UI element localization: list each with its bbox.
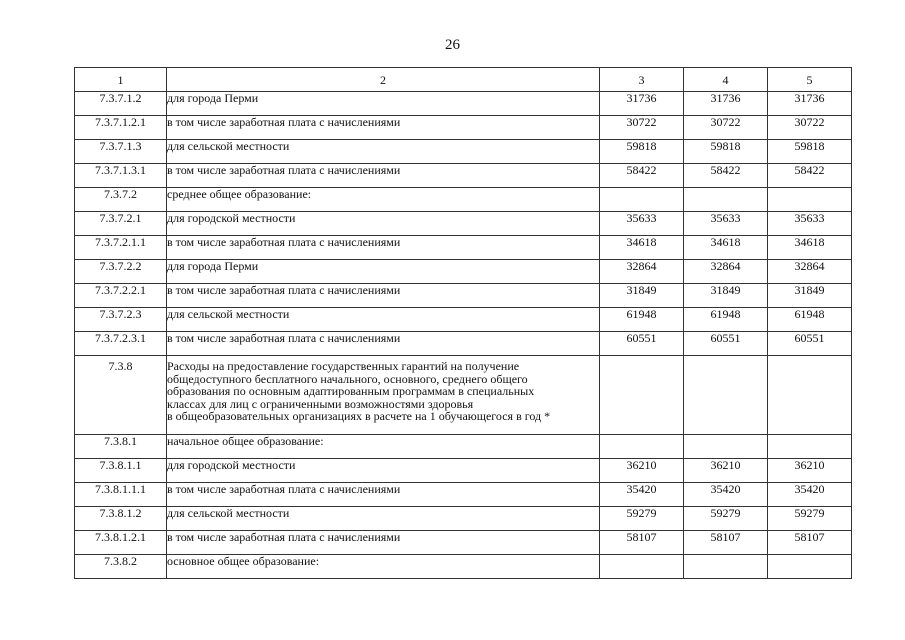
row-value-col3: 60551 <box>600 332 684 356</box>
row-value-col4: 30722 <box>684 116 768 140</box>
row-value-col3: 34618 <box>600 236 684 260</box>
table-row <box>75 92 852 116</box>
table-row <box>75 435 852 459</box>
row-value-col3 <box>600 356 684 435</box>
row-value-col4 <box>684 356 768 435</box>
row-code: 7.3.7.2.3 <box>75 308 167 332</box>
description-line: Расходы на предоставление государственных гарантий на получение <box>167 359 520 373</box>
row-value-col5: 32864 <box>768 260 852 284</box>
row-description: в том числе заработная плата с начислениями <box>167 116 600 140</box>
row-value-col5: 61948 <box>768 308 852 332</box>
table-row <box>75 116 852 140</box>
table-row <box>75 188 852 212</box>
row-value-col3: 31736 <box>600 92 684 116</box>
table-row <box>75 459 852 483</box>
table-row <box>75 332 852 356</box>
description-line: в общеобразовательных организациях в расчете на 1 обучающегося в год * <box>167 409 551 423</box>
table-row <box>75 531 852 555</box>
row-value-col5: 58422 <box>768 164 852 188</box>
row-description: основное общее образование: <box>167 555 600 579</box>
row-code: 7.3.7.2.1 <box>75 212 167 236</box>
row-value-col3: 36210 <box>600 459 684 483</box>
row-value-col3: 58422 <box>600 164 684 188</box>
row-value-col4: 32864 <box>684 260 768 284</box>
row-code: 7.3.8.1 <box>75 435 167 459</box>
row-value-col5: 34618 <box>768 236 852 260</box>
row-description: в том числе заработная плата с начислениями <box>167 164 600 188</box>
row-value-col3: 59279 <box>600 507 684 531</box>
row-code: 7.3.7.1.3.1 <box>75 164 167 188</box>
row-value-col4: 59818 <box>684 140 768 164</box>
row-code: 7.3.8.1.2 <box>75 507 167 531</box>
table-row <box>75 356 852 435</box>
row-value-col5: 31736 <box>768 92 852 116</box>
row-description: среднее общее образование: <box>167 188 600 212</box>
row-value-col5: 36210 <box>768 459 852 483</box>
column-header-1: 1 <box>75 68 167 92</box>
row-code: 7.3.8 <box>75 356 167 435</box>
row-value-col5: 59279 <box>768 507 852 531</box>
row-value-col4: 60551 <box>684 332 768 356</box>
row-code: 7.3.8.1.1 <box>75 459 167 483</box>
row-value-col5: 58107 <box>768 531 852 555</box>
row-value-col3 <box>600 435 684 459</box>
row-value-col5: 60551 <box>768 332 852 356</box>
row-code: 7.3.7.1.2.1 <box>75 116 167 140</box>
row-value-col4: 58422 <box>684 164 768 188</box>
row-code: 7.3.8.1.1.1 <box>75 483 167 507</box>
row-code: 7.3.8.1.2.1 <box>75 531 167 555</box>
row-description: для города Перми <box>167 260 600 284</box>
row-value-col4: 31736 <box>684 92 768 116</box>
row-description: в том числе заработная плата с начислениями <box>167 284 600 308</box>
column-header-4: 4 <box>684 68 768 92</box>
row-value-col4: 58107 <box>684 531 768 555</box>
table-row <box>75 164 852 188</box>
description-line: классах для лиц с ограниченными возможностями здоровья <box>167 396 474 411</box>
row-description: начальное общее образование: <box>167 435 600 459</box>
column-header-3: 3 <box>600 68 684 92</box>
row-value-col5: 35633 <box>768 212 852 236</box>
row-description: в том числе заработная плата с начислениями <box>167 236 600 260</box>
row-description: для городской местности <box>167 212 600 236</box>
row-code: 7.3.7.2.1.1 <box>75 236 167 260</box>
row-value-col5 <box>768 188 852 212</box>
row-value-col5 <box>768 435 852 459</box>
row-value-col3: 58107 <box>600 531 684 555</box>
row-description: для города Перми <box>167 92 600 116</box>
row-description: для сельской местности <box>167 140 600 164</box>
row-value-col5 <box>768 555 852 579</box>
row-code: 7.3.7.2.3.1 <box>75 332 167 356</box>
row-value-col3: 59818 <box>600 140 684 164</box>
row-value-col3: 35633 <box>600 212 684 236</box>
table-row <box>75 555 852 579</box>
row-value-col5: 30722 <box>768 116 852 140</box>
row-value-col4: 34618 <box>684 236 768 260</box>
table-row <box>75 284 852 308</box>
table-header-row <box>75 68 852 92</box>
row-value-col4: 61948 <box>684 308 768 332</box>
row-value-col4: 35633 <box>684 212 768 236</box>
row-value-col3: 31849 <box>600 284 684 308</box>
description-line: образования по основным адаптированным программам в специальных <box>167 384 535 398</box>
row-description: в том числе заработная плата с начислениями <box>167 332 600 356</box>
row-code: 7.3.7.1.3 <box>75 140 167 164</box>
row-code: 7.3.7.2.2 <box>75 260 167 284</box>
row-value-col3: 35420 <box>600 483 684 507</box>
row-value-col4: 36210 <box>684 459 768 483</box>
column-header-5: 5 <box>768 68 852 92</box>
row-value-col5 <box>768 356 852 435</box>
row-value-col3: 61948 <box>600 308 684 332</box>
description-line: общедоступного бесплатного начального, основного, среднего общего <box>167 371 528 386</box>
row-description: для сельской местности <box>167 308 600 332</box>
table-row <box>75 236 852 260</box>
row-value-col4 <box>684 188 768 212</box>
table-row <box>75 507 852 531</box>
row-value-col5: 35420 <box>768 483 852 507</box>
table-row <box>75 483 852 507</box>
data-table <box>74 67 852 579</box>
row-code: 7.3.7.1.2 <box>75 92 167 116</box>
row-description: в том числе заработная плата с начислениями <box>167 531 600 555</box>
row-value-col4 <box>684 435 768 459</box>
row-value-col3 <box>600 188 684 212</box>
page-number: 26 <box>445 37 460 53</box>
row-value-col3: 30722 <box>600 116 684 140</box>
row-value-col5: 31849 <box>768 284 852 308</box>
row-code: 7.3.7.2 <box>75 188 167 212</box>
row-value-col5: 59818 <box>768 140 852 164</box>
column-header-2: 2 <box>167 68 600 92</box>
row-value-col3: 32864 <box>600 260 684 284</box>
row-value-col4: 59279 <box>684 507 768 531</box>
row-value-col4: 35420 <box>684 483 768 507</box>
row-code: 7.3.8.2 <box>75 555 167 579</box>
row-value-col4: 31849 <box>684 284 768 308</box>
row-value-col3 <box>600 555 684 579</box>
row-description: для городской местности <box>167 459 600 483</box>
row-description: для сельской местности <box>167 507 600 531</box>
table-row <box>75 140 852 164</box>
row-description <box>167 356 600 435</box>
row-description: в том числе заработная плата с начислениями <box>167 483 600 507</box>
table-row <box>75 212 852 236</box>
table-row <box>75 308 852 332</box>
table-row <box>75 260 852 284</box>
row-code: 7.3.7.2.2.1 <box>75 284 167 308</box>
row-value-col4 <box>684 555 768 579</box>
